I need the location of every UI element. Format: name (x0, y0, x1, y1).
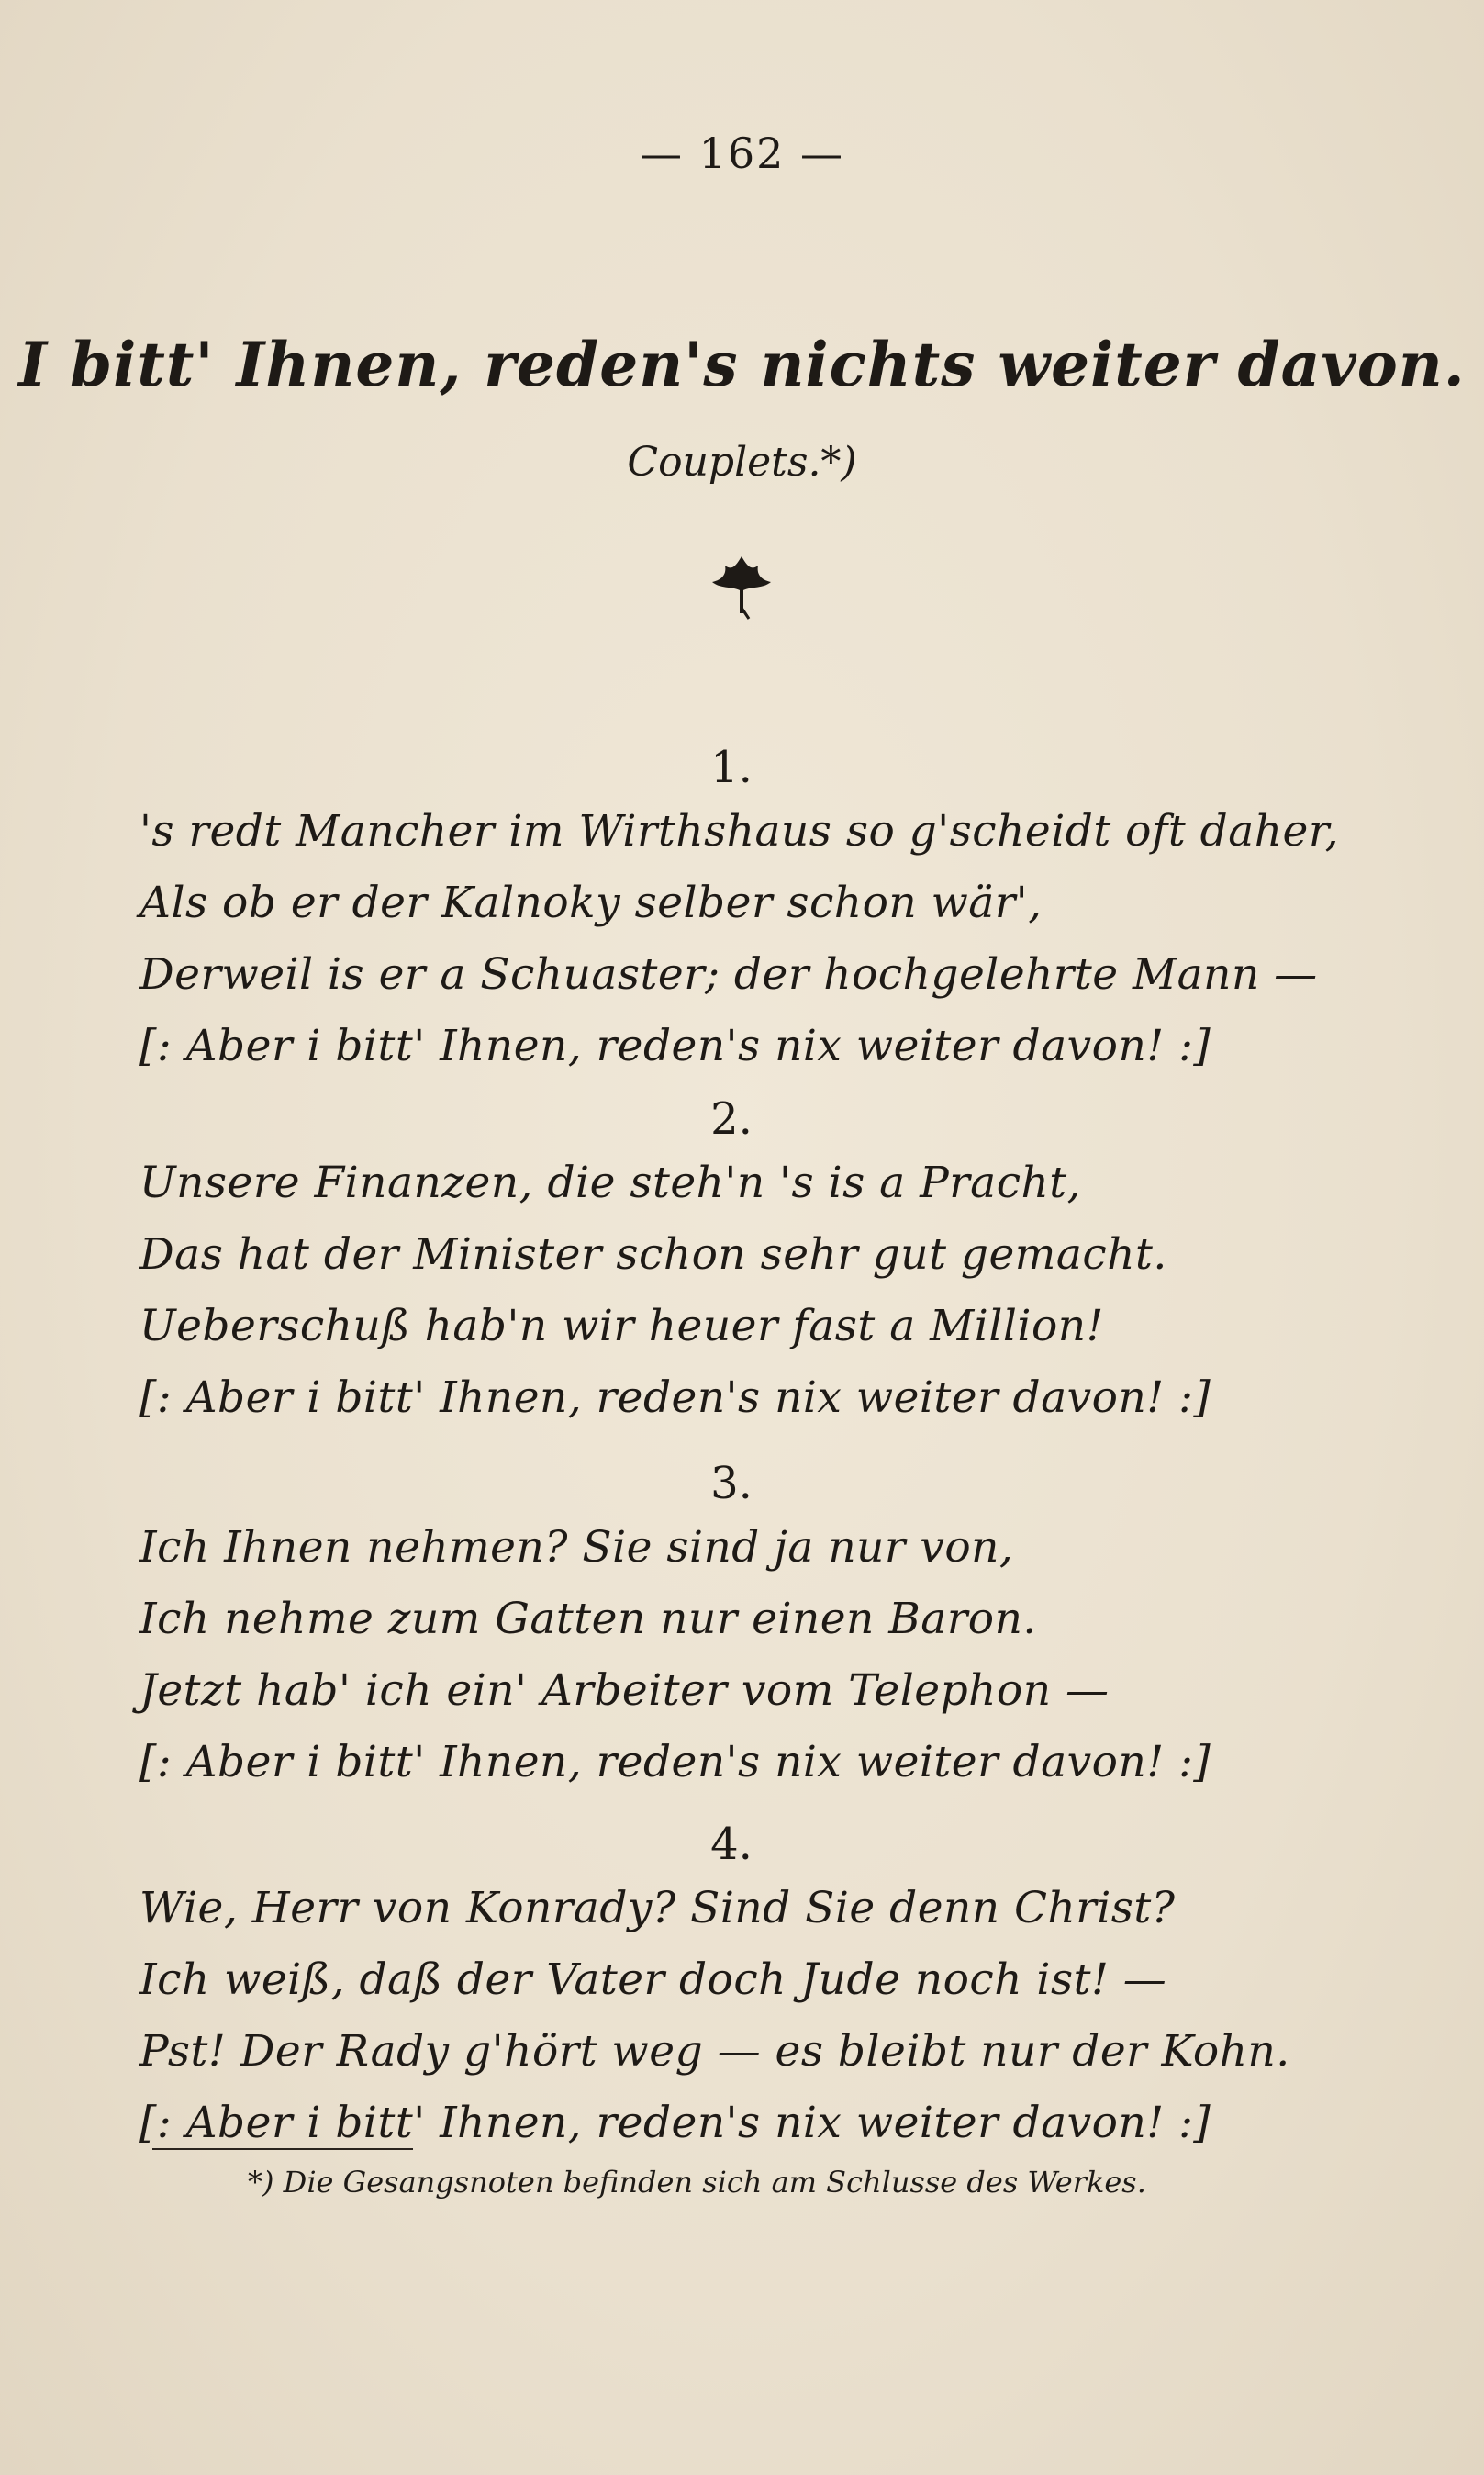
footnote-divider (152, 2148, 413, 2150)
stanza-number: 4. (710, 1819, 753, 1870)
refrain-line: [: Aber i bitt' Ihnen, reden's nix weiter davon! :] (139, 1372, 1211, 1423)
stanza-1 (139, 739, 1369, 1082)
verse-line: Unsere Finanzen, die steh'n 's is a Pracht, (139, 1158, 1082, 1208)
footnote: *) Die Gesangsnoten befinden sich am Schlusse des Werkes. (248, 2165, 1146, 2200)
verse-line: Als ob er der Kalnoky selber schon wär', (139, 878, 1043, 928)
verse-line: Das hat der Minister schon sehr gut gemacht. (139, 1229, 1167, 1280)
stanza-number: 3. (710, 1458, 753, 1509)
leaf-ornament-icon (705, 549, 778, 622)
verse-line: Wie, Herr von Konrady? Sind Sie denn Christ? (139, 1883, 1176, 1933)
song-title: I bitt' Ihnen, reden's nichts weiter davon. (18, 329, 1466, 400)
verse-line: Pst! Der Rady g'hört weg — es bleibt nur der Kohn. (139, 2026, 1290, 2077)
song-subtitle: Couplets.*) (627, 439, 857, 486)
page-number: — 162 — (639, 129, 845, 178)
verse-line: Ueberschuß hab'n wir heuer fast a Million! (139, 1301, 1104, 1351)
stanza-3 (139, 1455, 1369, 1798)
verse-line: Ich Ihnen nehmen? Sie sind ja nur von, (139, 1522, 1014, 1573)
refrain-line: [: Aber i bitt' Ihnen, reden's nix weiter davon! :] (139, 1021, 1211, 1071)
stanza-number: 2. (710, 1093, 753, 1145)
stanza-number: 1. (710, 742, 753, 793)
stanza-4 (139, 1816, 1369, 2159)
verse-line: Ich weiß, daß der Vater doch Jude noch ist! — (139, 1954, 1167, 2005)
refrain-line: [: Aber i bitt' Ihnen, reden's nix weiter davon! :] (139, 2098, 1211, 2148)
verse-line: Jetzt hab' ich ein' Arbeiter vom Telephon — (139, 1665, 1110, 1716)
refrain-line: [: Aber i bitt' Ihnen, reden's nix weiter davon! :] (139, 1737, 1211, 1787)
stanza-2 (139, 1091, 1369, 1434)
verse-line: 's redt Mancher im Wirthshaus so g'scheidt oft daher, (139, 806, 1340, 857)
verse-line: Derweil is er a Schuaster; der hochgelehrte Mann — (139, 949, 1318, 1000)
verse-line: Ich nehme zum Gatten nur einen Baron. (139, 1594, 1037, 1644)
